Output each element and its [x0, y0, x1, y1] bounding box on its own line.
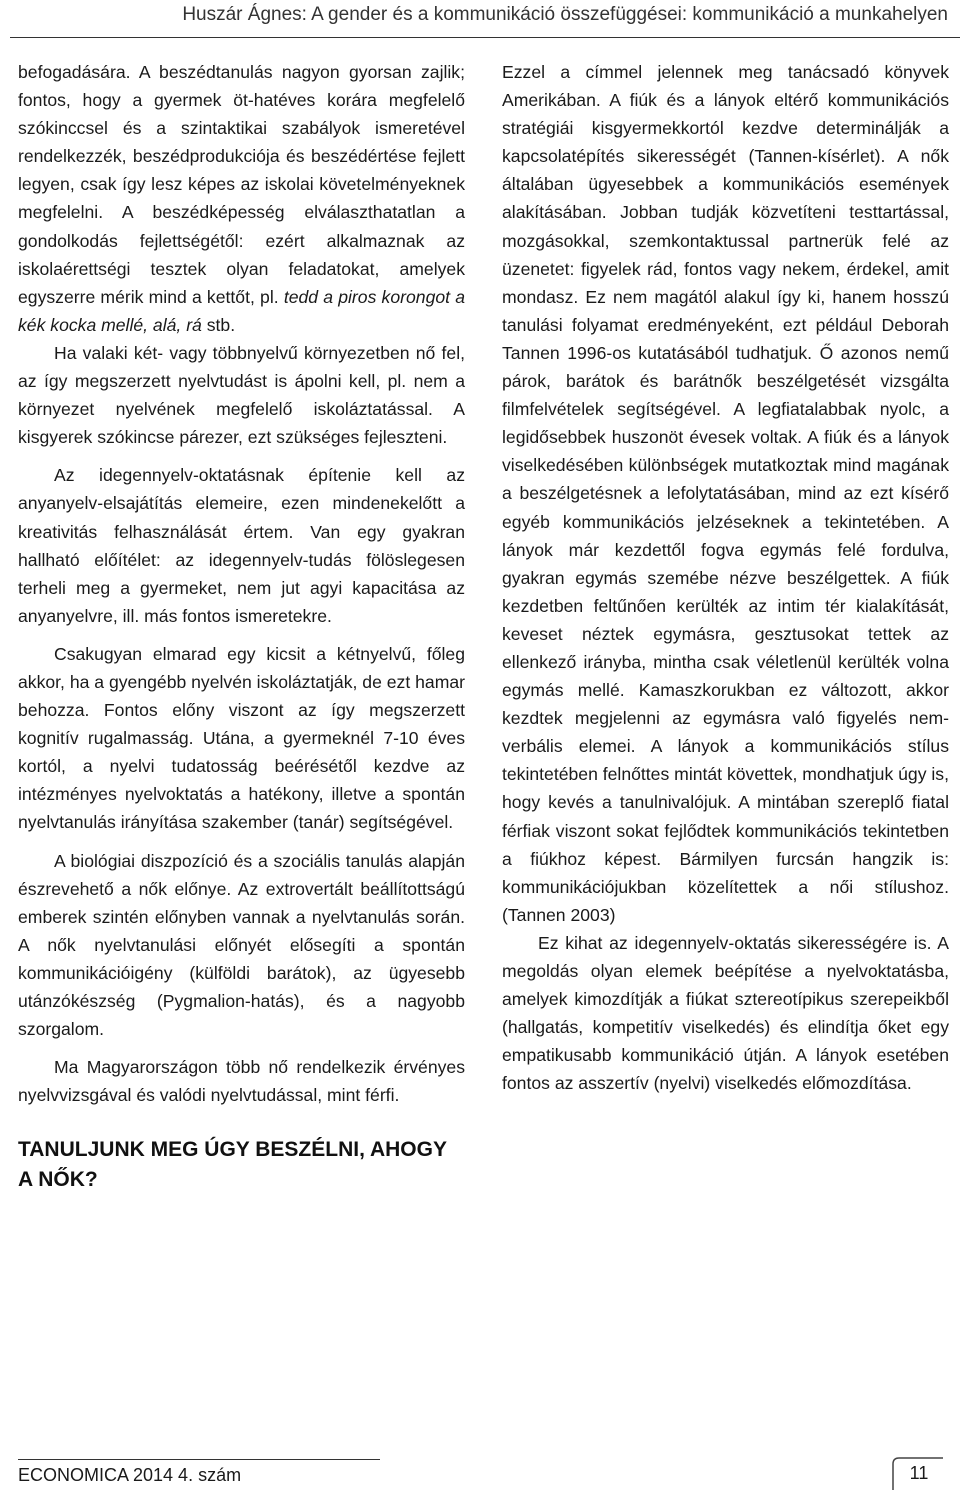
running-header: Huszár Ágnes: A gender és a kommunikáció összefüggései: kommunikáció a munkahelyen: [182, 4, 948, 25]
page-number-text: 11: [909, 1463, 929, 1483]
italic-example: tedd a piros korongot a kék kocka mellé, alá, rá: [18, 286, 466, 335]
paragraph-hungary: Ma Magyarországon több nő rendelkezik érvényes nyelvvizsgával és valódi nyelvtudással, mint férfi.: [18, 1057, 465, 1106]
footer-rule: [18, 1459, 380, 1460]
section-heading: TANULJUNK MEG ÚGY BESZÉLNI, AHOGY A NŐK?: [18, 1138, 447, 1192]
page-number: [893, 1458, 945, 1488]
paragraph-cognitive-flexibility: Csakugyan elmarad egy kicsit a kétnyelvű, főleg akkor, ha a gyengébb nyelvén iskoláztatják, de ezt hamar behozza. Fontos előny viszont az így megszerzett kognitív rugalmasság. Utána, a gyermeknél 7-10 éves kortól, a nyelvi tudatosság beérésétől kezdve az intézményes nyelvoktatás a hatékony, illetve a spontán nyelvtanulás irányítása szakember (tanár) segítségével.: [18, 643, 465, 833]
paragraph-language-teaching: Ez kihat az idegennyelv-oktatás sikerességére is. A megoldás olyan elemek beépítése a nyelvoktatásba, amelyek kimozdítják a fiúkat sztereotípikus szerepeikből (hallgatás, kompetitív viselkedés) és elindítja őket egy empatikusabb kommunikáció útján. A lányok esetében fontos az asszertív (nyelvi) viselkedés előmozdítása.: [502, 932, 949, 1094]
header-rule: [10, 37, 960, 38]
paragraph-bilingual: Ha valaki két- vagy többnyelvű környezetben nő fel, az így megszerzett nyelvtudást is ápolni kell, pl. nem a környezet nyelvének megfelelő iskoláztatással. A kisgyerek szókincse párezer, ezt szükséges fejleszteni.: [18, 342, 465, 448]
left-column: [18, 58, 465, 1195]
paragraph-tannen-study: Ezzel a címmel jelennek meg tanácsadó könyvek Amerikában. A fiúk és a lányok eltérő kommunikációs stratégiái kisgyermekkortól kezdve determinálják a kapcsolatépítés sikerességét (Tannen-kísérlet). A nők általában ügyesebbek a kommunikációs események alakításában. Jobban tudják közvetíteni testtartással, mozgásokkal, szemkontaktussal partnerük felé az üzenetet: figyelek rád, fontos vagy nekem, érdekel, amit mondasz. Ez nem magától alakul így ki, hanem hosszú tanulási folyamat eredményeként, ezt például Deborah Tannen 1996-os kutatásából tudhatjuk. Ő azonos nemű párok, barátok és barátnők beszélgetését vizsgálta filmfelvételek segítségével. A legfiatalabbak nyolc, a legidősebbek huszonöt évesek voltak. A fiúk és a lányok viselkedésében különbségek mutatkoztak mind magának a beszélgetésnek a lefolytatásában, mind az ezt kísérő egyéb kommunikációs jelzéseknek a tekintetében. A lányok már kezdettől fogva egymás felé fordulva, gyakran egymás szemébe nézve beszélgettek. A fiúk kezdetben feltűnően kerülték az intim tér kialakítását, keveset néztek egymásra, gesztusokat tettek az ellenkező irányba, mintha csak véletlenül kerülték volna egymás mellé. Kamaszkorukban ez változott, akkor kezdtek megjelenni az egymásra való figyelés nem-verbális elemei. A lányok a kommunikációs stílus tekintetében felnőttes mintát követtek, mondhatjuk úgy is, hogy kevés a tanulnivalójuk. A mintában szereplő fiatal férfiak viszont sokat fejlődtek kommunikációs tekintetben a fiúkhoz képest. Bármilyen furcsán hangzik is: kommunikációjukban közelítettek a női stílushoz. (Tannen 2003): [502, 62, 949, 925]
page-corner-icon: [873, 1446, 945, 1494]
paragraph-foreign-language: Az idegennyelv-oktatásnak építenie kell az anyanyelv-elsajátítás elemeire, ezen mindenekelőtt a kreativitás felhasználását értem. Van egy gyakran hallható előítélet: az idegennyelv-tudás fölöslegesen terheli meg a gyermeket, nem jut agyi kapacitása az anyanyelvre, ill. más fontos ismeretekre.: [18, 465, 465, 626]
journal-footer: ECONOMICA 2014 4. szám: [18, 1465, 242, 1485]
paragraph-speech-learning: [18, 58, 465, 339]
paragraph-text: befogadására. A beszédtanulás nagyon gyorsan zajlik; fontos, hogy a gyermek öt-hatéves korára megfelelő szókinccsel és a szintaktikai szabályok ismeretével rendelkezzék, beszédprodukciója és beszédértése fejlett legyen, csak így lesz képes az iskolai követelményeknek megfelelni. A beszédképesség elválaszthatatlan a gondolkodás fejlettségétől: ezért alkalmaznak az iskolaérettségi tesztek olyan feladatokat, amelyek egyszerre mérik mind a kettőt, pl.: [18, 62, 465, 307]
paragraph-women-advantage: A biológiai diszpozíció és a szociális tanulás alapján észrevehető a nők előnye. Az extrovertált beállítottságú emberek szintén előnyben vannak a nyelvtanulás során. A nők nyelvtanulási előnyét elősegíti a spontán kommunikációigény (külföldi barátok), az ügyesebb utánzókészség (Pygmalion-hatás), és a nagyobb szorgalom.: [18, 850, 465, 1040]
paragraph-text-end: stb.: [206, 314, 236, 335]
right-column: [502, 58, 949, 1097]
